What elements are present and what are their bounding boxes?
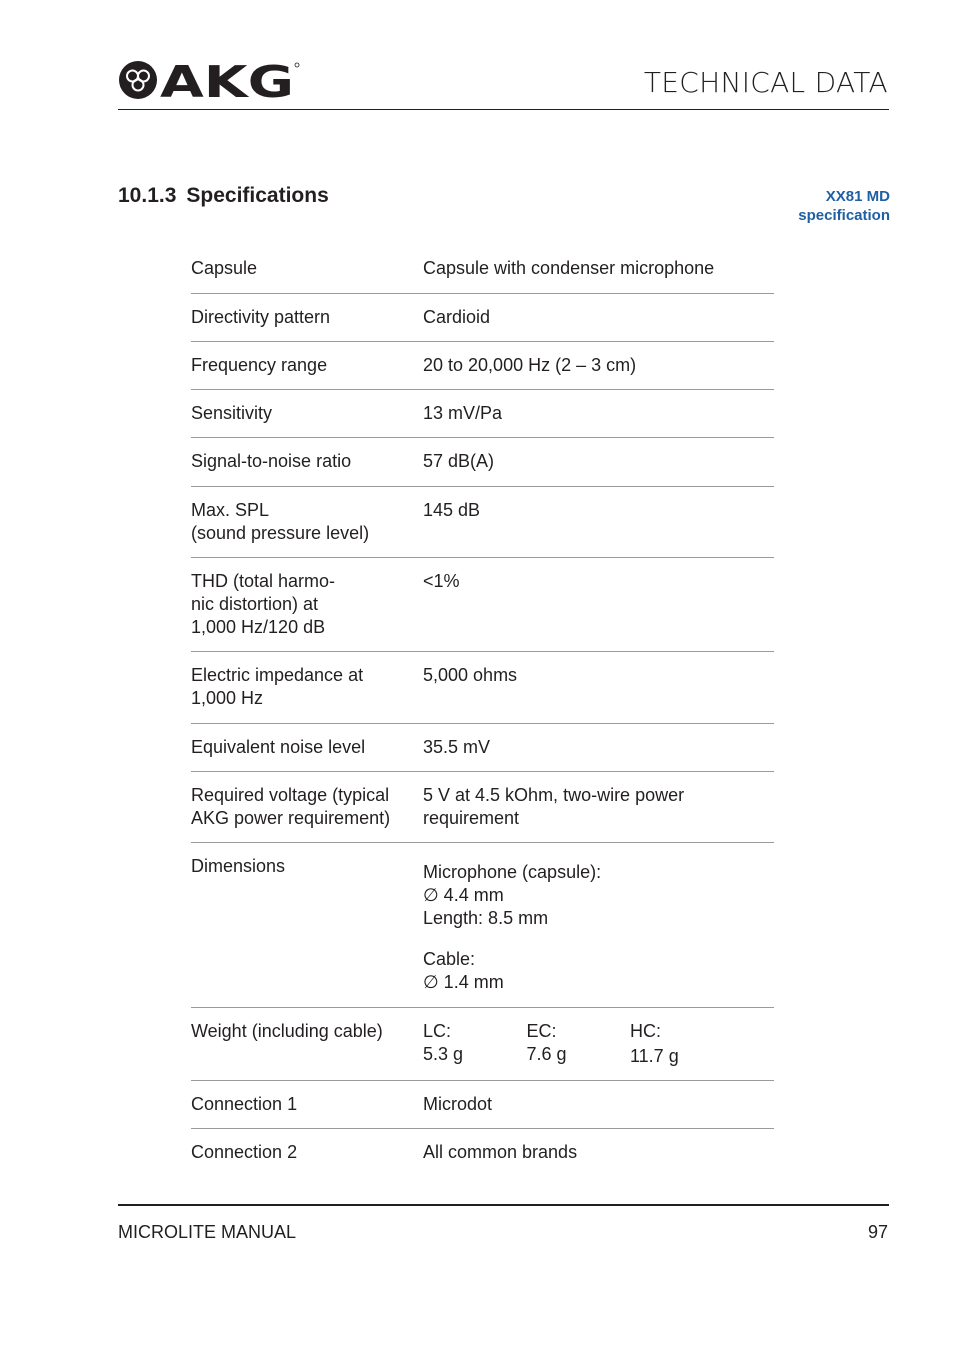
margin-note-line-2: specification [798, 207, 890, 224]
spec-value-line: 57 dB(A) [423, 451, 495, 471]
footer-manual-title: MICROLITE MANUAL [118, 1222, 297, 1242]
spec-row [191, 1081, 774, 1129]
spec-value-line: Microphone (capsule): [423, 862, 602, 882]
spec-value-line: 13 mV/Pa [423, 403, 503, 423]
spec-value [423, 855, 774, 1007]
weight-column-line: 5.3 g [423, 1044, 464, 1064]
spec-value [423, 736, 774, 771]
spec-value-line: Microdot [423, 1094, 493, 1114]
weight-column-line: EC: [526, 1021, 557, 1041]
spec-label [191, 450, 423, 486]
spec-value-line: 20 to 20,000 Hz (2 – 3 cm) [423, 355, 637, 375]
akg-logo [118, 59, 300, 101]
weight-column [630, 1020, 734, 1068]
spec-row [191, 724, 774, 772]
spec-row [191, 245, 774, 294]
spec-label-line: AKG power requirement) [191, 808, 391, 828]
spec-row [191, 772, 774, 843]
spec-value-line: All common brands [423, 1142, 578, 1162]
spec-label-line: Equivalent noise level [191, 737, 366, 757]
weight-column-line: 7.6 g [526, 1044, 567, 1064]
spec-label [191, 664, 423, 723]
spec-label [191, 1020, 423, 1080]
spec-row [191, 438, 774, 487]
spec-value-line: 5,000 ohms [423, 665, 518, 685]
spec-row [191, 652, 774, 724]
spec-row [191, 1008, 774, 1081]
spec-label-line: Required voltage (typical [191, 785, 390, 805]
spec-label [191, 257, 423, 293]
spec-label-line: Weight (including cable) [191, 1021, 383, 1041]
spec-value [423, 306, 774, 341]
spec-value-line: 5 V at 4.5 kOhm, two-wire power [423, 785, 685, 805]
spec-label-line: (sound pressure level) [191, 523, 370, 543]
spec-value [423, 1020, 774, 1080]
weight-columns [423, 1020, 774, 1068]
spec-row [191, 843, 774, 1008]
spec-label-line: Sensitivity [191, 403, 273, 423]
spec-value [423, 402, 774, 437]
spec-label-line: THD (total harmo- [191, 571, 336, 591]
weight-column-line: LC: [423, 1021, 452, 1041]
spec-label [191, 855, 423, 1007]
header-divider [118, 109, 889, 110]
spec-label-line: Dimensions [191, 856, 286, 876]
spec-value-group [423, 861, 774, 930]
weight-column-line: 11.7 g [630, 1046, 679, 1066]
section-title: Specifications [186, 184, 329, 207]
section-heading [118, 184, 329, 208]
spec-label-line: Capsule [191, 258, 258, 278]
specifications-table [191, 245, 774, 1177]
spec-label-line: Connection 2 [191, 1142, 298, 1162]
weight-column [527, 1020, 631, 1068]
spec-row [191, 294, 774, 342]
spec-value-group [423, 948, 774, 994]
spec-row [191, 558, 774, 652]
spec-value [423, 354, 774, 389]
spec-label [191, 402, 423, 437]
spec-value-line: Capsule with condenser microphone [423, 258, 715, 278]
spec-label [191, 354, 423, 389]
spec-row [191, 487, 774, 558]
spec-label-line: Max. SPL [191, 500, 270, 520]
spec-value-line: Cable: [423, 949, 476, 969]
spec-value-line: Length: 8.5 mm [423, 908, 549, 928]
logo-wordmark: AKG [160, 59, 294, 101]
spec-label-line: Directivity pattern [191, 307, 331, 327]
spec-row [191, 1129, 774, 1177]
spec-label-line: Frequency range [191, 355, 328, 375]
spec-label [191, 570, 423, 651]
weight-column [423, 1020, 527, 1068]
spec-label-line: nic distortion) at [191, 594, 319, 614]
spec-label [191, 1093, 423, 1128]
spec-label-line: Connection 1 [191, 1094, 298, 1114]
spec-value [423, 570, 774, 651]
spec-label [191, 784, 423, 842]
spec-value [423, 499, 774, 557]
spec-value [423, 1141, 774, 1177]
spec-value-line: 35.5 mV [423, 737, 491, 757]
spec-label [191, 1141, 423, 1177]
spec-label-line: Electric impedance at [191, 665, 364, 685]
footer-page-number: 97 [867, 1222, 888, 1242]
spec-value-line: <1% [423, 571, 460, 591]
spec-row [191, 390, 774, 438]
spec-label-line: 1,000 Hz/120 dB [191, 617, 326, 637]
spec-value-line: requirement [423, 808, 520, 828]
margin-note-line-1: XX81 MD [825, 188, 890, 205]
spec-label-line: Signal-to-noise ratio [191, 451, 352, 471]
spec-value-line: 145 dB [423, 500, 481, 520]
spec-value [423, 450, 774, 486]
weight-column-line: HC: [630, 1021, 661, 1041]
spec-value-line: ∅ 4.4 mm [423, 885, 504, 905]
spec-value-line: Cardioid [423, 307, 491, 327]
spec-value [423, 257, 774, 293]
spec-value [423, 784, 774, 842]
spec-value [423, 1093, 774, 1128]
margin-note [798, 187, 890, 225]
spec-value-line: ∅ 1.4 mm [423, 972, 504, 992]
spec-row [191, 342, 774, 390]
spec-label [191, 499, 423, 557]
spec-label-line: 1,000 Hz [191, 688, 264, 708]
page-header-title: TECHNICAL DATA [643, 66, 888, 99]
spec-label [191, 736, 423, 771]
spec-label [191, 306, 423, 341]
spec-value [423, 664, 774, 723]
footer-divider [118, 1204, 889, 1206]
section-number: 10.1.3 [118, 184, 177, 207]
